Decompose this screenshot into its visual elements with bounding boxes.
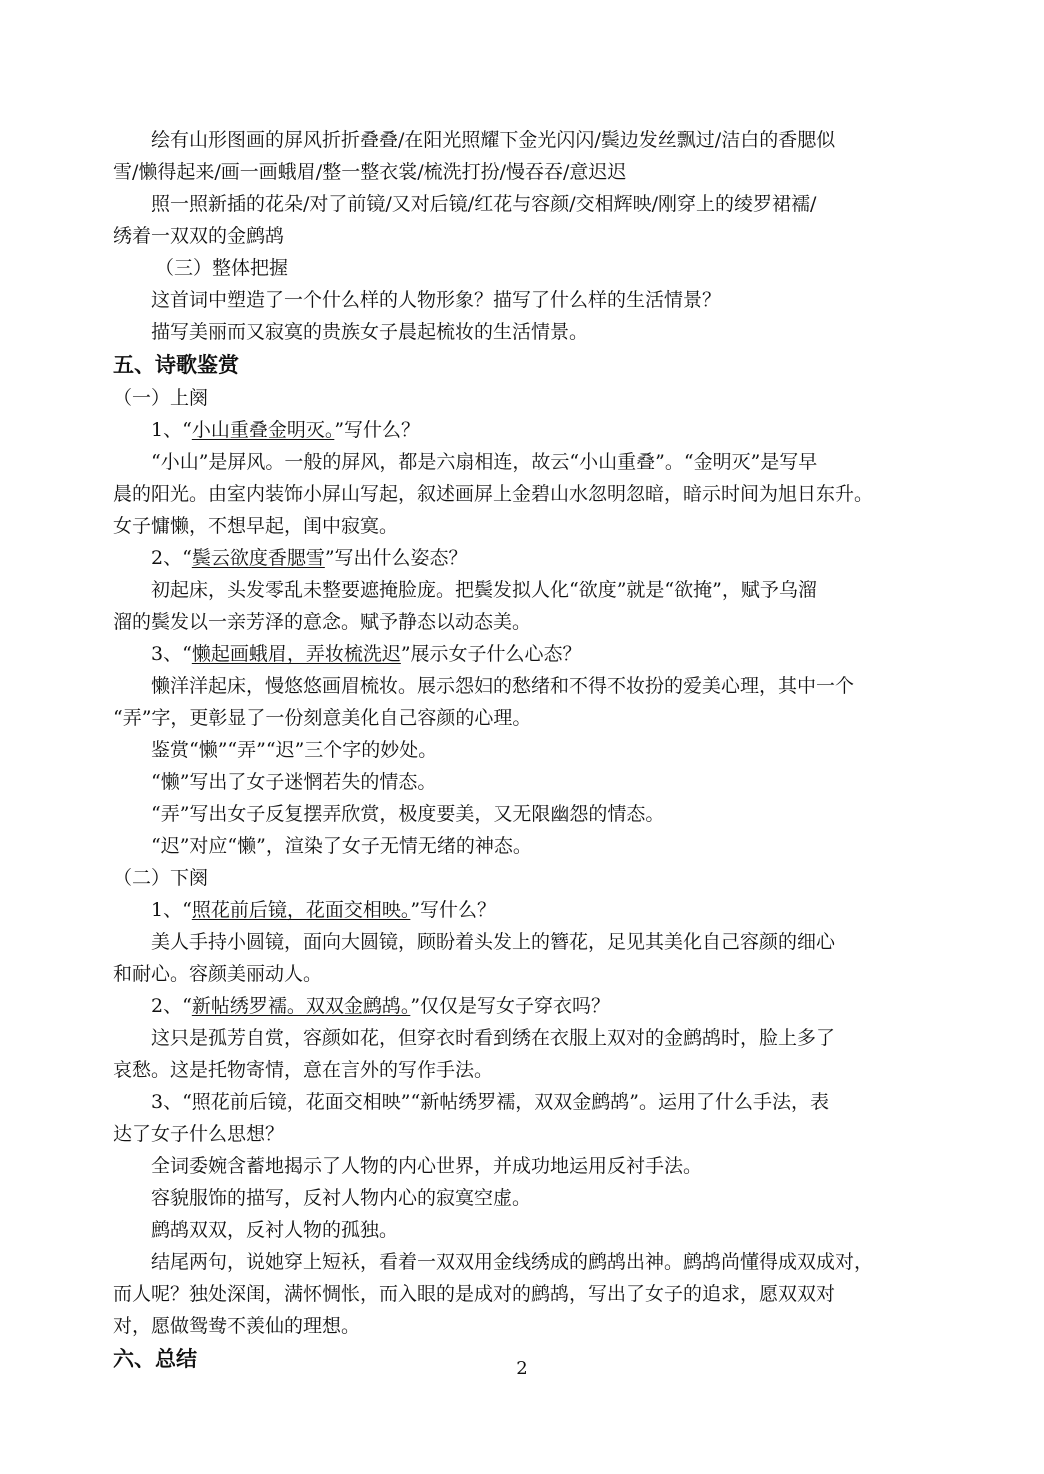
paragraph-line: 绣着一双双的金鹧鸪: [113, 225, 285, 247]
answer-line: “弄”写出女子反复摆弄欣赏，极度要美，又无限幽怨的情态。: [151, 803, 665, 825]
question-suffix: ”写什么？: [410, 899, 497, 921]
answer-line: 鉴赏“懒”“弄”“迟”三个字的妙处。: [151, 739, 438, 761]
question-line: [113, 542, 943, 574]
question-prefix: 2、“: [151, 547, 192, 569]
subsection-label: （二）下阕: [113, 867, 209, 889]
question-prefix: 1、“: [151, 899, 192, 921]
paragraph-line: 照一照新插的花朵/对了前镜/又对后镜/红花与容颜/交相辉映/刚穿上的绫罗裙襦/: [151, 193, 817, 215]
quoted-verse: 照花前后镜，花面交相映。: [191, 899, 411, 921]
answer-line: 和耐心。容颜美丽动人。: [113, 963, 323, 985]
answer-line: 容貌服饰的描写，反衬人物内心的寂寞空虚。: [151, 1187, 532, 1209]
question-prefix: 2、“: [151, 995, 192, 1017]
question-suffix: ”写什么？: [334, 419, 421, 441]
question-line: [113, 990, 943, 1022]
answer-line: 结尾两句，说她穿上短袄，看着一双双用金线绣成的鹧鸪出神。鹧鸪尚懂得成双成对，: [151, 1251, 874, 1273]
paragraph-line: 雪/懒得起来/画一画蛾眉/整一整衣裳/梳洗打扮/慢吞吞/意迟迟: [113, 161, 627, 183]
quoted-verse: 鬓云欲度香腮雪: [191, 547, 325, 569]
question-line: 这首词中塑造了一个什么样的人物形象？描写了什么样的生活情景？: [151, 289, 722, 311]
section-heading: 五、诗歌鉴赏: [113, 353, 239, 377]
question-prefix: 3、“: [151, 643, 192, 665]
answer-line: “弄”字，更彰显了一份刻意美化自己容颜的心理。: [113, 707, 532, 729]
page-number: 2: [516, 1358, 528, 1379]
question-line: [113, 638, 943, 670]
answer-line: 而人呢？独处深闺，满怀惆怅，而入眼的是成对的鹧鸪，写出了女子的追求，愿双双对: [113, 1283, 836, 1305]
quoted-verse: 新帖绣罗襦。双双金鹧鸪。: [191, 995, 411, 1017]
answer-line: 溜的鬓发以一亲芳泽的意念。赋予静态以动态美。: [113, 611, 532, 633]
section-heading: 六、总结: [113, 1347, 197, 1371]
question-suffix: ”仅仅是写女子穿衣吗？: [410, 995, 611, 1017]
answer-line: 晨的阳光。由室内装饰小屏山写起，叙述画屏上金碧山水忽明忽暗，暗示时间为旭日东升。: [113, 483, 874, 505]
question-suffix: ”写出什么姿态？: [324, 547, 468, 569]
question-line: [113, 894, 943, 926]
answer-line: 美人手持小圆镜，面向大圆镜，顾盼着头发上的簪花，足见其美化自己容颜的细心: [151, 931, 836, 953]
answer-line: 这只是孤芳自赏，容颜如花，但穿衣时看到绣在衣服上双对的金鹧鸪时，脸上多了: [151, 1027, 836, 1049]
answer-line: 女子慵懒，不想早起，闺中寂寞。: [113, 515, 399, 537]
answer-line: 描写美丽而又寂寞的贵族女子晨起梳妆的生活情景。: [151, 321, 589, 343]
answer-line: 全词委婉含蓄地揭示了人物的内心世界，并成功地运用反衬手法。: [151, 1155, 703, 1177]
subsection-label: （一）上阕: [113, 387, 209, 409]
question-prefix: 1、“: [151, 419, 192, 441]
answer-line: 鹧鸪双双，反衬人物的孤独。: [151, 1219, 399, 1241]
question-line: 3、“照花前后镜，花面交相映”“新帖绣罗襦，双双金鹧鸪”。运用了什么手法，表: [151, 1091, 829, 1113]
answer-line: “小山”是屏风。一般的屏风，都是六扇相连，故云“小山重叠”。“金明灭”是写早: [151, 451, 818, 473]
question-line: [113, 414, 943, 446]
answer-line: 哀愁。这是托物寄情，意在言外的写作手法。: [113, 1059, 494, 1081]
answer-line: “迟”对应“懒”，渲染了女子无情无绪的神态。: [151, 835, 532, 857]
paragraph-line: 绘有山形图画的屏风折折叠叠/在阳光照耀下金光闪闪/鬓边发丝飘过/洁白的香腮似: [151, 129, 836, 151]
quoted-verse: 懒起画蛾眉，弄妆梳洗迟: [191, 643, 401, 665]
question-suffix: ”展示女子什么心态？: [400, 643, 582, 665]
answer-line: “懒”写出了女子迷惘若失的情态。: [151, 771, 437, 793]
answer-line: 懒洋洋起床，慢悠悠画眉梳妆。展示怨妇的愁绪和不得不妆扮的爱美心理，其中一个: [151, 675, 855, 697]
answer-line: 初起床，头发零乱未整要遮掩脸庞。把鬓发拟人化“欲度”就是“欲掩”，赋予乌溜: [151, 579, 817, 601]
page-content: [113, 124, 943, 1376]
quoted-verse: 小山重叠金明灭。: [191, 419, 335, 441]
subsection-label: （三）整体把握: [155, 257, 289, 279]
answer-line: 对，愿做鸳鸯不羡仙的理想。: [113, 1315, 361, 1337]
question-line: 达了女子什么思想？: [113, 1123, 285, 1145]
